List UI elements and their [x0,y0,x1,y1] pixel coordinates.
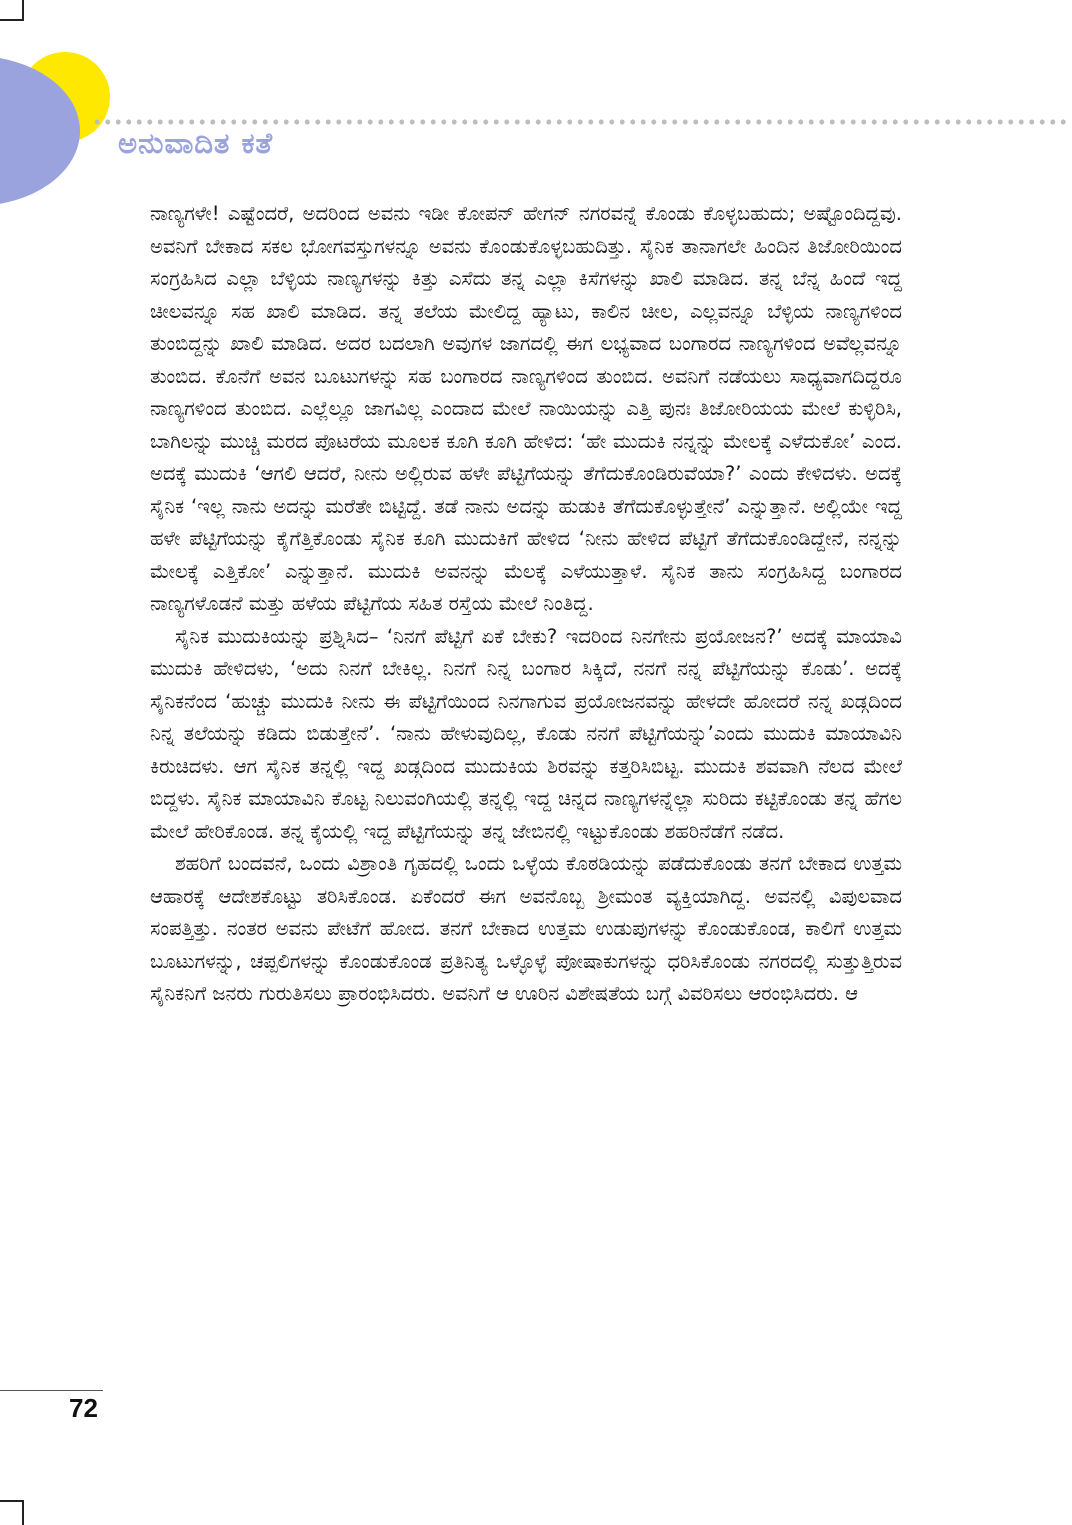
crop-mark-bottom-horizontal [0,1500,24,1502]
crop-mark-top-horizontal [0,19,24,21]
paragraph: ನಾಣ್ಯಗಳೇ! ಎಷ್ಟೆಂದರೆ, ಅದರಿಂದ ಅವನು ಇಡೀ ಕೋಪನ್ ಹೇಗನ್ ನಗರವನ್ನೆ ಕೊಂಡು ಕೊಳ್ಳಬಹುದು; ಅಷ್ಟೊಂದಿದ್ದವು. ಅವನಿಗೆ ಬೇಕಾದ ಸಕಲ ಭೋಗವಸ್ತುಗಳನ್ನೂ ಅವನು ಕೊಂಡುಕೊಳ್ಳಬಹುದಿತ್ತು. ಸೈನಿಕ ತಾನಾಗಲೇ ಹಿಂದಿನ ತಿಜೋರಿಯಿಂದ ಸಂಗ್ರಹಿಸಿದ ಎಲ್ಲಾ ಬೆಳ್ಳಿಯ ನಾಣ್ಯಗಳನ್ನು ಕಿತ್ತು ಎಸೆದು ತನ್ನ ಎಲ್ಲಾ ಕಿಸೆಗಳನ್ನು ಖಾಲಿ ಮಾಡಿದ. ತನ್ನ ಬೆನ್ನ ಹಿಂದೆ ಇದ್ದ ಚೀಲವನ್ನೂ ಸಹ ಖಾಲಿ ಮಾಡಿದ. ತನ್ನ ತಲೆಯ ಮೇಲಿದ್ದ ಹ್ಯಾಟು, ಕಾಲಿನ ಚೀಲ, ಎಲ್ಲವನ್ನೂ ಬೆಳ್ಳಿಯ ನಾಣ್ಯಗಳಿಂದ ತುಂಬಿದ್ದನ್ನು ಖಾಲಿ ಮಾಡಿದ. ಅದರ ಬದಲಾಗಿ ಅವುಗಳ ಜಾಗದಲ್ಲಿ ಈಗ ಲಭ್ಯವಾದ ಬಂಗಾರದ ನಾಣ್ಯಗಳಿಂದ ಅವೆಲ್ಲವನ್ನೂ ತುಂಬಿದ. ಕೊನೆಗೆ ಅವನ ಬೂಟುಗಳನ್ನು ಸಹ ಬಂಗಾರದ ನಾಣ್ಯಗಳಿಂದ ತುಂಬಿದ. ಅವನಿಗೆ ನಡೆಯಲು ಸಾಧ್ಯವಾಗದಿದ್ದರೂ ನಾಣ್ಯಗಳಿಂದ ತುಂಬಿದ. ಎಲ್ಲೆಲ್ಲೂ ಜಾಗವಿಲ್ಲ ಎಂದಾದ ಮೇಲೆ ನಾಯಿಯನ್ನು ಎತ್ತಿ ಪುನಃ ತಿಜೋರಿಯಯ ಮೇಲೆ ಕುಳ್ಳಿರಿಸಿ, ಬಾಗಿಲನ್ನು ಮುಚ್ಚಿ ಮರದ ಪೊಟರೆಯ ಮೂಲಕ ಕೂಗಿ ಕೂಗಿ ಹೇಳಿದ: ‘ಹೇ ಮುದುಕಿ ನನ್ನನ್ನು ಮೇಲಕ್ಕೆ ಎಳೆದುಕೋ’ ಎಂದ. ಅದಕ್ಕೆ ಮುದುಕಿ ‘ಆಗಲಿ ಆದರೆ, ನೀನು ಅಲ್ಲಿರುವ ಹಳೇ ಪೆಟ್ಟಿಗೆಯನ್ನು ತೆಗೆದುಕೊಂಡಿರುವೆಯಾ?’ ಎಂದು ಕೇಳಿದಳು. ಅದಕ್ಕೆ ಸೈನಿಕ ‘ಇಲ್ಲ ನಾನು ಅದನ್ನು ಮರೆತೇ ಬಿಟ್ಟಿದ್ದೆ. ತಡೆ ನಾನು ಅದನ್ನು ಹುಡುಕಿ ತೆಗೆದುಕೊಳ್ಳುತ್ತೇನೆ’ ಎನ್ನುತ್ತಾನೆ. ಅಲ್ಲಿಯೇ ಇದ್ದ ಹಳೇ ಪೆಟ್ಟಿಗೆಯನ್ನು ಕೈಗೆತ್ತಿಕೊಂಡು ಸೈನಿಕ ಕೂಗಿ ಮುದುಕಿಗೆ ಹೇಳಿದ ‘ನೀನು ಹೇಳಿದ ಪೆಟ್ಟಿಗೆ ತೆಗೆದುಕೊಂಡಿದ್ದೇನೆ, ನನ್ನನ್ನು ಮೇಲಕ್ಕೆ ಎತ್ತಿಕೋ’ ಎನ್ನುತ್ತಾನೆ. ಮುದುಕಿ ಅವನನ್ನು ಮೆಲಕ್ಕೆ ಎಳೆಯುತ್ತಾಳೆ. ಸೈನಿಕ ತಾನು ಸಂಗ್ರಹಿಸಿದ್ದ ಬಂಗಾರದ ನಾಣ್ಯಗಳೊಡನೆ ಮತ್ತು ಹಳೆಯ ಪೆಟ್ಟಿಗೆಯ ಸಹಿತ ರಸ್ತೆಯ ಮೇಲೆ ನಿಂತಿದ್ದ. [150,202,902,615]
page-number-rule [0,1390,103,1391]
page-number: 72 [69,1393,98,1423]
dotted-header-rule [92,118,1067,126]
story-body [150,198,902,1011]
paragraph: ಶಹರಿಗೆ ಬಂದವನೆ, ಒಂದು ವಿಶ್ರಾಂತಿ ಗೃಹದಲ್ಲಿ ಒಂದು ಒಳ್ಳೆಯ ಕೊಠಡಿಯನ್ನು ಪಡೆದುಕೊಂಡು ತನಗೆ ಬೇಕಾದ ಉತ್ತಮ ಆಹಾರಕ್ಕೆ ಆದೇಶಕೊಟ್ಟು ತರಿಸಿಕೊಂಡ. ಏಕೆಂದರೆ ಈಗ ಅವನೊಬ್ಬ ಶ್ರೀಮಂತ ವ್ಯಕ್ತಿಯಾಗಿದ್ದ. ಅವನಲ್ಲಿ ವಿಪುಲವಾದ ಸಂಪತ್ತಿತ್ತು. ನಂತರ ಅವನು ಪೇಟೆಗೆ ಹೋದ. ತನಗೆ ಬೇಕಾದ ಉತ್ತಮ ಉಡುಪುಗಳನ್ನು ಕೊಂಡುಕೊಂಡ, ಕಾಲಿಗೆ ಉತ್ತಮ ಬೂಟುಗಳನ್ನು, ಚಪ್ಪಲಿಗಳನ್ನು ಕೊಂಡುಕೊಂಡ ಪ್ರತಿನಿತ್ಯ ಒಳ್ಳೊಳ್ಳೆ ಪೋಷಾಕುಗಳನ್ನು ಧರಿಸಿಕೊಂಡು ನಗರದಲ್ಲಿ ಸುತ್ತುತ್ತಿರುವ ಸೈನಿಕನಿಗೆ ಜನರು ಗುರುತಿಸಲು ಪ್ರಾರಂಭಿಸಿದರು. ಅವನಿಗೆ ಆ ಊರಿನ ವಿಶೇಷತೆಯ ಬಗ್ಗೆ ವಿವರಿಸಲು ಆರಂಭಿಸಿದರು. ಆ [150,852,902,1005]
crop-mark-top [22,0,24,20]
section-title: ಅನುವಾದಿತ ಕತೆ [118,126,274,160]
paragraph: ಸೈನಿಕ ಮುದುಕಿಯನ್ನು ಪ್ರಶ್ನಿಸಿದ– ‘ನಿನಗೆ ಪೆಟ್ಟಿಗೆ ಏಕೆ ಬೇಕು? ಇದರಿಂದ ನಿನಗೇನು ಪ್ರಯೋಜನ?’ ಅದಕ್ಕೆ ಮಾಯಾವಿ ಮುದುಕಿ ಹೇಳಿದಳು, ‘ಅದು ನಿನಗೆ ಬೇಕಿಲ್ಲ. ನಿನಗೆ ನಿನ್ನ ಬಂಗಾರ ಸಿಕ್ಕಿದೆ, ನನಗೆ ನನ್ನ ಪೆಟ್ಟಿಗೆಯನ್ನು ಕೊಡು’. ಅದಕ್ಕೆ ಸೈನಿಕನೆಂದ ‘ಹುಚ್ಚು ಮುದುಕಿ ನೀನು ಈ ಪೆಟ್ಟಿಗೆಯಿಂದ ನಿನಗಾಗುವ ಪ್ರಯೋಜನವನ್ನು ಹೇಳದೇ ಹೋದರೆ ನನ್ನ ಖಡ್ಗದಿಂದ ನಿನ್ನ ತಲೆಯನ್ನು ಕಡಿದು ಬಿಡುತ್ತೇನೆ’. ‘ನಾನು ಹೇಳುವುದಿಲ್ಲ, ಕೊಡು ನನಗೆ ಪೆಟ್ಟಿಗೆಯನ್ನು’ಎಂದು ಮುದುಕಿ ಮಾಯಾವಿನಿ ಕಿರುಚಿದಳು. ಆಗ ಸೈನಿಕ ತನ್ನಲ್ಲಿ ಇದ್ದ ಖಡ್ಗದಿಂದ ಮುದುಕಿಯ ಶಿರವನ್ನು ಕತ್ತರಿಸಿಬಿಟ್ಟ. ಮುದುಕಿ ಶವವಾಗಿ ನೆಲದ ಮೇಲೆ ಬಿದ್ದಳು. ಸೈನಿಕ ಮಾಯಾವಿನಿ ಕೊಟ್ಟ ನಿಲುವಂಗಿಯಲ್ಲಿ ತನ್ನಲ್ಲಿ ಇದ್ದ ಚಿನ್ನದ ನಾಣ್ಯಗಳನ್ನೆಲ್ಲಾ ಸುರಿದು ಕಟ್ಟಿಕೊಂಡು ತನ್ನ ಹೆಗಲ ಮೇಲೆ ಹೇರಿಕೊಂಡ. ತನ್ನ ಕೈಯಲ್ಲಿ ಇದ್ದ ಪೆಟ್ಟಿಗೆಯನ್ನು ತನ್ನ ಜೇಬಿನಲ್ಲಿ ಇಟ್ಟುಕೊಂಡು ಶಹರಿನೆಡೆಗೆ ನಡೆದ. [150,624,902,843]
crop-mark-bottom [22,1500,24,1525]
